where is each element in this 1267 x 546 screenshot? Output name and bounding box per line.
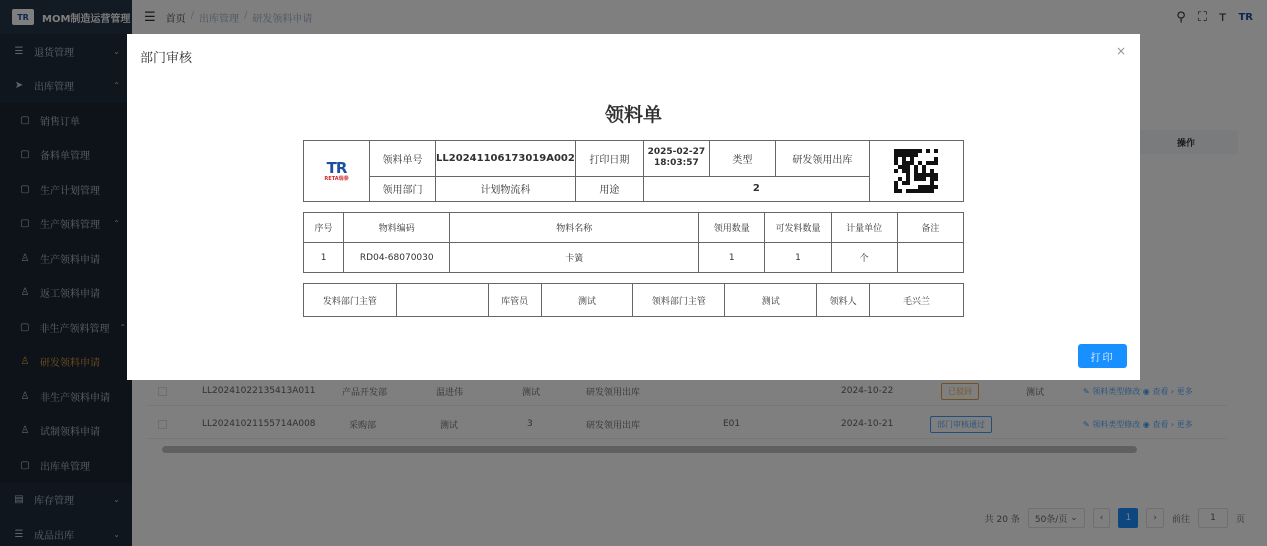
item-unit: 个 xyxy=(831,243,897,273)
recv-mgr-label: 领料部门主管 xyxy=(633,284,725,317)
use-label: 用途 xyxy=(575,176,643,201)
print-date-label: 打印日期 xyxy=(575,141,643,177)
no-label: 领料单号 xyxy=(370,141,436,177)
issue-mgr-label: 发料部门主管 xyxy=(304,284,397,317)
receiver-value: 毛兴兰 xyxy=(870,284,964,317)
items-table xyxy=(303,212,964,273)
use-value: 2 xyxy=(643,176,869,201)
print-date-value: 2025-02-27 18:03:57 xyxy=(643,141,709,177)
item-available: 1 xyxy=(765,243,831,273)
item-remark xyxy=(897,243,963,273)
no-value: LL20241106173019A002 xyxy=(436,141,576,177)
keeper-value: 测试 xyxy=(541,284,633,317)
item-seq: 1 xyxy=(304,243,344,273)
doc-title: 领料单 xyxy=(604,104,662,126)
keeper-label: 库管员 xyxy=(488,284,541,317)
reta-logo-text: RETA瑞泰 xyxy=(324,175,349,182)
col-name: 物料名称 xyxy=(450,213,699,243)
dialog-title: 部门审核 xyxy=(140,51,193,66)
type-value: 研发领用出库 xyxy=(775,141,869,177)
qr-code-icon xyxy=(894,149,938,193)
type-label: 类型 xyxy=(709,141,775,177)
receiver-label: 领料人 xyxy=(817,284,870,317)
item-code: RD04-68070030 xyxy=(344,243,450,273)
item-row xyxy=(304,243,964,273)
col-qty: 领用数量 xyxy=(699,213,765,243)
dept-label: 领用部门 xyxy=(370,176,436,201)
item-qty: 1 xyxy=(699,243,765,273)
doc-header-table xyxy=(303,140,964,202)
recv-mgr-value: 测试 xyxy=(725,284,817,317)
col-code: 物料编码 xyxy=(344,213,450,243)
dept-review-dialog xyxy=(127,34,1140,380)
doc-logo xyxy=(304,141,370,202)
qr-code xyxy=(869,141,963,202)
reta-logo-icon: TR xyxy=(326,158,347,177)
print-button[interactable]: 打印 xyxy=(1078,344,1127,368)
col-available: 可发料数量 xyxy=(765,213,831,243)
item-name: 卡簧 xyxy=(450,243,699,273)
col-unit: 计量单位 xyxy=(831,213,897,243)
close-icon[interactable]: × xyxy=(1115,44,1126,58)
col-remark: 备注 xyxy=(897,213,963,243)
col-seq: 序号 xyxy=(304,213,344,243)
signature-table xyxy=(303,283,964,317)
issue-mgr-value xyxy=(396,284,488,317)
dept-value: 计划物流科 xyxy=(436,176,576,201)
